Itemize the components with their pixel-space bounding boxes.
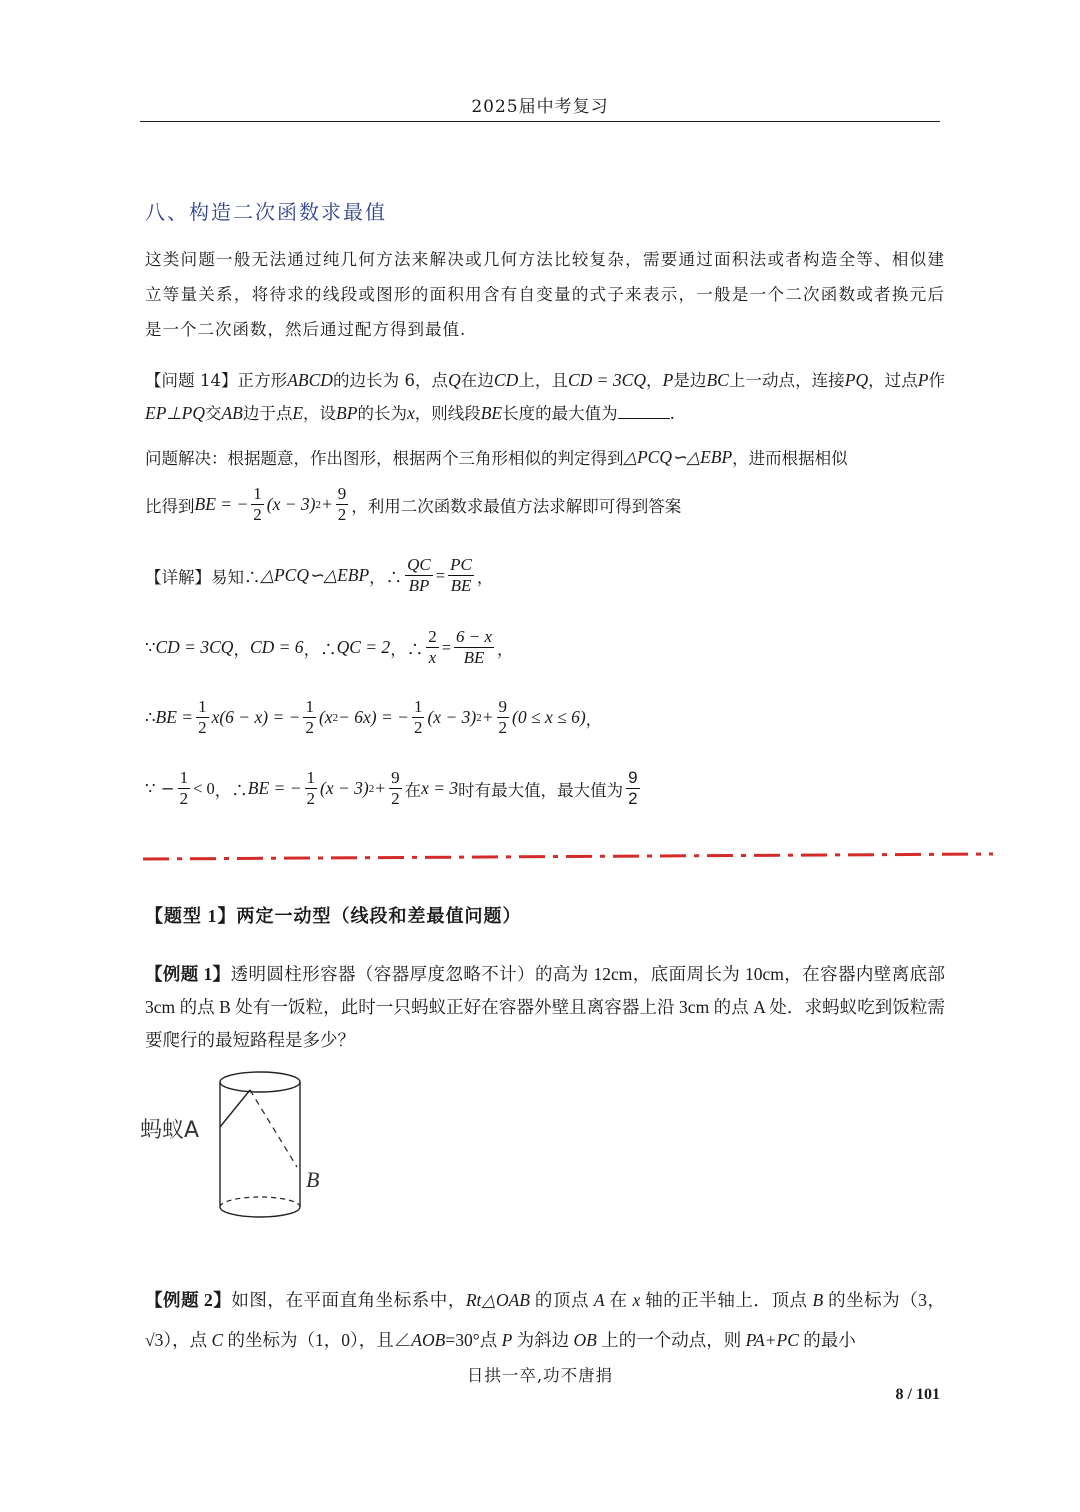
section-title: 八、构造二次函数求最值 [145, 200, 387, 224]
fraction: $\frac{QC}{BP}$ [407, 555, 431, 595]
fraction: $\frac{6 - x}{BE}$ [456, 627, 493, 667]
page-header-title: 2025届中考复习 [471, 97, 609, 117]
fraction: $\frac{1}{2}$ [413, 697, 423, 737]
fraction: $\frac{9}{2}$ [391, 768, 400, 808]
label-b: B [306, 1167, 320, 1192]
detail-line-3: ∴ BE = $\frac{1}{2}$ x(6 − x) = − $\frac{1}{2}$ (x 2 − 6x) = − $\frac{1}{2}$ (x − 3) 2 + $\frac{9}{2}$ (0 ≤ x ≤ 6) ， [145, 697, 603, 737]
section-divider [143, 852, 993, 866]
header-rule [140, 121, 940, 122]
solution-line-2: 比得到 BE = − $\frac{1}{2}$ (x − 3) 2 + $\frac{9}{2}$ ，利用二次函数求最值方法求解即可得到答案 [145, 484, 682, 524]
problem-14: 【问题 14】正方形ABCD的边长为 6，点Q在边CD上，且CD = 3CQ，P是边BC上一动点，连接PQ，过点P作EP⊥PQ交AB边于点E，设BP的长为x，则线段BE长度的最大值为 . [145, 370, 946, 423]
example-2: 【例题 2】如图，在平面直角坐标系中，Rt△OAB 的顶点 A 在 x 轴的正半轴上．顶点 B 的坐标为（3，√3），点 C 的坐标为（1，0），且∠AOB=30°点 P 为斜边 OB 上的一个动点，则 PA+PC 的最小 [145, 1290, 946, 1350]
detail-line-4: ∵ − $\frac{1}{2}$ < 0 ，∴ BE = − $\frac{1}{2}$ (x − 3) 2 + $\frac{9}{2}$ 在 x = 3 时有最大值，最大值为 $\frac{9}{2}$ [145, 768, 638, 808]
fraction: $\frac{1}{2}$ [306, 768, 316, 808]
page-number: 8 / 101 [895, 1386, 940, 1403]
label-ant-a: 蚂蚁A [140, 1118, 200, 1143]
fraction: $\frac{1}{2}$ [198, 697, 207, 737]
fraction: $\frac{1}{2}$ [305, 697, 314, 737]
fraction: $\frac{PC}{BE}$ [450, 555, 472, 595]
fraction: $\frac{1}{2}$ [179, 768, 189, 808]
fraction: $\frac{2}{x}$ [428, 627, 437, 667]
answer-fraction: $\frac{9}{2}$ [628, 768, 638, 808]
fraction: $\frac{9}{2}$ [337, 484, 347, 524]
fraction: $\frac{1}{2}$ [253, 484, 262, 524]
intro-paragraph: 这类问题一般无法通过纯几何方法来解决或几何方法比较复杂，需要通过面积法或者构造全等、相似建立等量关系，将待求的线段或图形的面积用含有自变量的式子来表示，一般是一个二次函数或者换元后是一个二次函数，然后通过配方得到最值. [145, 250, 945, 339]
answer-blank [618, 404, 670, 419]
cylinder-figure [140, 1062, 340, 1232]
problem-label: 【问题 14】 [145, 371, 238, 390]
detail-line-1: 【详解】 易知∴ △PCQ∽△EBP ，∴ $\frac{QC}{BP}$ = $\frac{PC}{BE}$ ， [145, 555, 494, 595]
fraction: $\frac{9}{2}$ [498, 697, 508, 737]
type-1-title: 【题型 1】两定一动型（线段和差最值问题） [145, 906, 522, 926]
example-1: 【例题 1】透明圆柱形容器（容器厚度忽略不计）的高为 12cm，底面周长为 10cm，在容器内壁离底部 3cm 的点 B 处有一饭粒，此时一只蚂蚁正好在容器外壁且离容器上沿 3cm 的点 A 处．求蚂蚁吃到饭粒需要爬行的最短路程是多少？ [145, 964, 945, 1050]
solution-line-1: 问题解决： 根据题意，作出图形，根据两个三角形相似的判定得到 △PCQ∽△EBP ，进而根据相似 [145, 446, 848, 468]
detail-line-2: ∵ CD = 3CQ ， CD = 6 ，∴ QC = 2 ，∴ $\frac{2}{x}$ = $\frac{6 - x}{BE}$ ， [145, 627, 514, 667]
footer-motto: 日拱一卒,功不唐捐 [466, 1366, 614, 1385]
